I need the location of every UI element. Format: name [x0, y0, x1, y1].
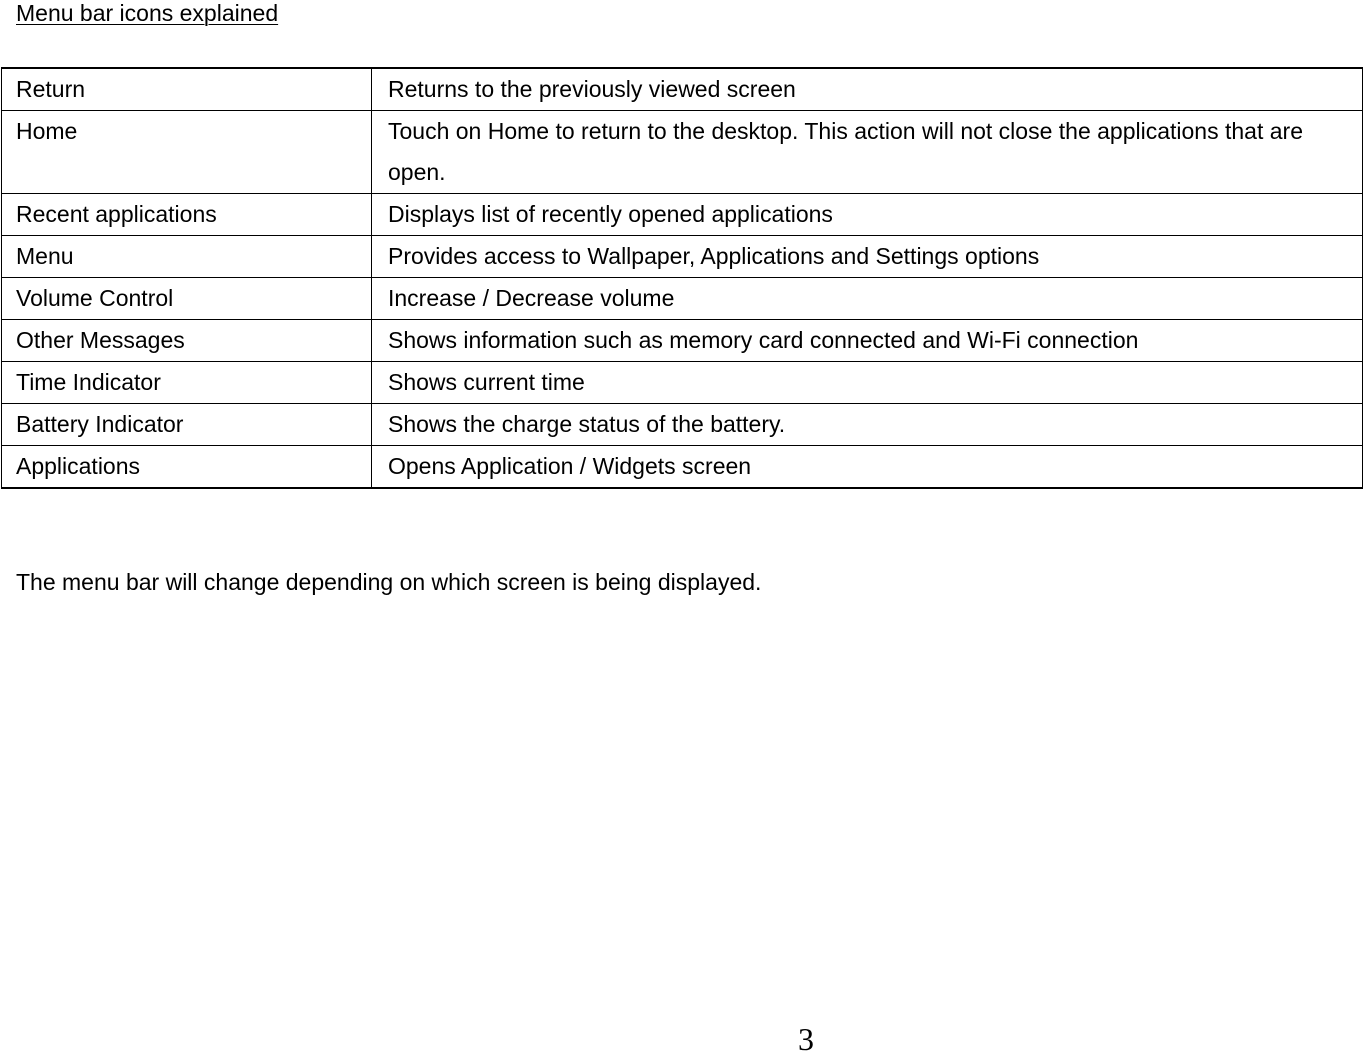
icon-description-cell: Touch on Home to return to the desktop. This action will not close the applications that are open.	[372, 111, 1363, 194]
icon-description-cell: Displays list of recently opened applications	[372, 194, 1363, 236]
table-row	[2, 194, 1363, 236]
icon-name-cell: Battery Indicator	[2, 404, 372, 446]
icon-name-cell: Return	[2, 68, 372, 111]
icon-name-cell: Other Messages	[2, 320, 372, 362]
table-row	[2, 111, 1363, 194]
table-row	[2, 446, 1363, 489]
icon-description-cell: Shows the charge status of the battery.	[372, 404, 1363, 446]
icon-description-cell: Returns to the previously viewed screen	[372, 68, 1363, 111]
menu-bar-icons-table	[1, 67, 1363, 489]
icon-description-cell: Increase / Decrease volume	[372, 278, 1363, 320]
menu-bar-note: The menu bar will change depending on which screen is being displayed.	[16, 569, 762, 595]
table-row	[2, 278, 1363, 320]
icon-description-cell: Opens Application / Widgets screen	[372, 446, 1363, 489]
icon-description-cell: Provides access to Wallpaper, Applications and Settings options	[372, 236, 1363, 278]
icon-description-cell: Shows information such as memory card connected and Wi-Fi connection	[372, 320, 1363, 362]
icon-description-cell: Shows current time	[372, 362, 1363, 404]
table-row	[2, 362, 1363, 404]
icon-name-cell: Menu	[2, 236, 372, 278]
section-heading: Menu bar icons explained	[16, 0, 279, 26]
icon-name-cell: Recent applications	[2, 194, 372, 236]
table-row	[2, 236, 1363, 278]
table-row	[2, 68, 1363, 111]
icon-name-cell: Home	[2, 111, 372, 194]
table-row	[2, 320, 1363, 362]
icon-name-cell: Volume Control	[2, 278, 372, 320]
icon-name-cell: Applications	[2, 446, 372, 489]
page-number: 3	[798, 1021, 814, 1057]
icon-name-cell: Time Indicator	[2, 362, 372, 404]
table-row	[2, 404, 1363, 446]
